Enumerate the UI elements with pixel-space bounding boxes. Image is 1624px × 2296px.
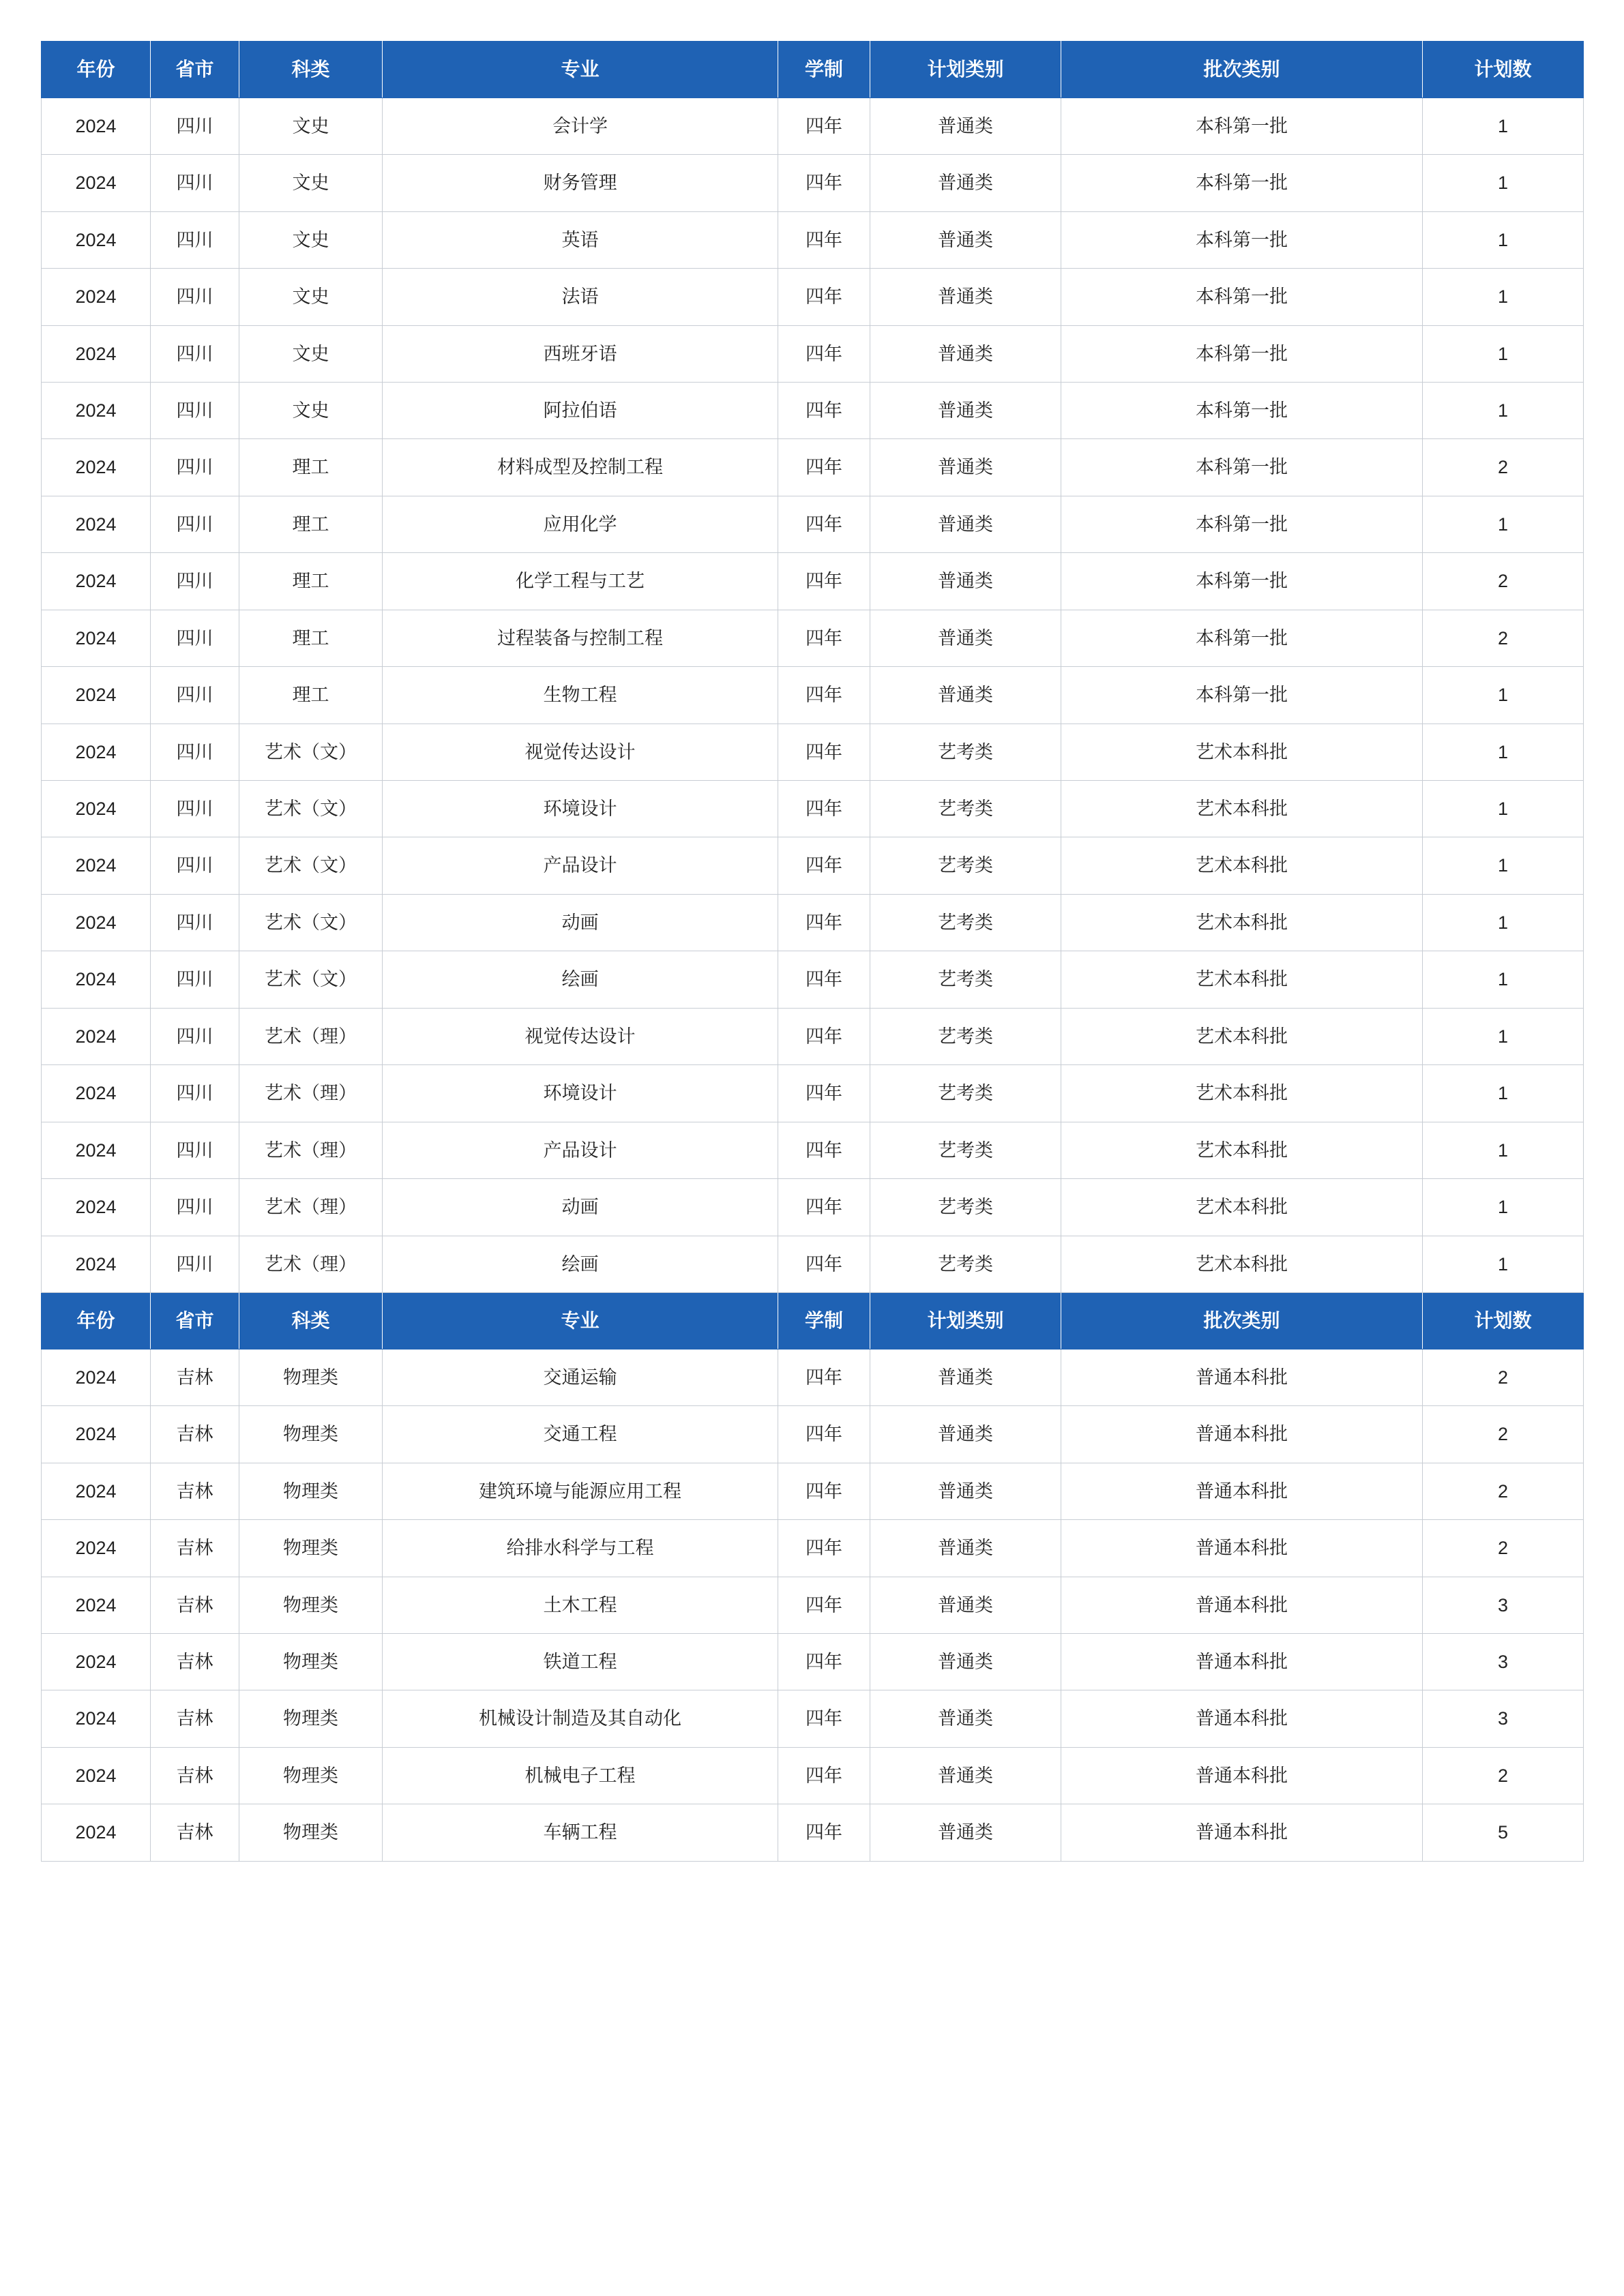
- cell-province: 四川: [151, 98, 239, 154]
- cell-category: 理工: [239, 610, 383, 666]
- cell-plan-count: 1: [1423, 382, 1584, 438]
- cell-plan-type: 普通类: [870, 553, 1061, 610]
- cell-year: 2024: [42, 1747, 151, 1804]
- cell-plan-type: 艺考类: [870, 951, 1061, 1008]
- table-row: [42, 1633, 1584, 1690]
- cell-plan-type: 普通类: [870, 610, 1061, 666]
- cell-major: 阿拉伯语: [383, 382, 778, 438]
- cell-category: 物理类: [239, 1804, 383, 1861]
- cell-plan-count: 1: [1423, 211, 1584, 268]
- cell-province: 四川: [151, 724, 239, 780]
- cell-major: 视觉传达设计: [383, 724, 778, 780]
- cell-category: 文史: [239, 325, 383, 382]
- table-row: [42, 951, 1584, 1008]
- cell-category: 艺术（文）: [239, 837, 383, 894]
- cell-year: 2024: [42, 1690, 151, 1747]
- column-header-batch-type: 批次类别: [1061, 42, 1423, 98]
- cell-category: 理工: [239, 439, 383, 496]
- cell-plan-type: 普通类: [870, 155, 1061, 211]
- cell-province: 四川: [151, 439, 239, 496]
- cell-duration: 四年: [778, 1577, 870, 1633]
- cell-province: 四川: [151, 837, 239, 894]
- cell-category: 物理类: [239, 1463, 383, 1519]
- cell-category: 物理类: [239, 1349, 383, 1405]
- cell-province: 四川: [151, 325, 239, 382]
- cell-province: 四川: [151, 211, 239, 268]
- cell-batch-type: 艺术本科批: [1061, 1065, 1423, 1122]
- cell-plan-type: 艺考类: [870, 1236, 1061, 1292]
- cell-batch-type: 艺术本科批: [1061, 837, 1423, 894]
- cell-major: 动画: [383, 894, 778, 951]
- cell-duration: 四年: [778, 667, 870, 724]
- cell-plan-type: 普通类: [870, 439, 1061, 496]
- cell-category: 文史: [239, 98, 383, 154]
- cell-province: 吉林: [151, 1804, 239, 1861]
- cell-year: 2024: [42, 382, 151, 438]
- cell-province: 四川: [151, 951, 239, 1008]
- table-row: [42, 155, 1584, 211]
- cell-major: 应用化学: [383, 496, 778, 552]
- cell-category: 文史: [239, 211, 383, 268]
- cell-province: 四川: [151, 781, 239, 837]
- cell-plan-type: 艺考类: [870, 1008, 1061, 1064]
- cell-plan-type: 普通类: [870, 1577, 1061, 1633]
- cell-category: 物理类: [239, 1747, 383, 1804]
- cell-duration: 四年: [778, 439, 870, 496]
- cell-province: 四川: [151, 1122, 239, 1178]
- cell-plan-count: 1: [1423, 155, 1584, 211]
- cell-category: 文史: [239, 269, 383, 325]
- cell-major: 视觉传达设计: [383, 1008, 778, 1064]
- cell-major: 交通运输: [383, 1349, 778, 1405]
- table-row: [42, 1008, 1584, 1064]
- cell-province: 四川: [151, 667, 239, 724]
- column-header-duration: 学制: [778, 42, 870, 98]
- cell-category: 物理类: [239, 1406, 383, 1463]
- cell-plan-count: 5: [1423, 1804, 1584, 1861]
- cell-plan-type: 普通类: [870, 98, 1061, 154]
- table-row: [42, 610, 1584, 666]
- table-row: [42, 553, 1584, 610]
- cell-duration: 四年: [778, 211, 870, 268]
- cell-plan-type: 普通类: [870, 1633, 1061, 1690]
- cell-plan-count: 2: [1423, 1349, 1584, 1405]
- cell-duration: 四年: [778, 1065, 870, 1122]
- cell-duration: 四年: [778, 1122, 870, 1178]
- cell-category: 艺术（理）: [239, 1179, 383, 1236]
- cell-year: 2024: [42, 1065, 151, 1122]
- cell-plan-count: 3: [1423, 1577, 1584, 1633]
- cell-major: 机械电子工程: [383, 1747, 778, 1804]
- cell-category: 物理类: [239, 1690, 383, 1747]
- cell-batch-type: 本科第一批: [1061, 667, 1423, 724]
- table-row: [42, 269, 1584, 325]
- cell-plan-count: 1: [1423, 496, 1584, 552]
- cell-major: 机械设计制造及其自动化: [383, 1690, 778, 1747]
- cell-province: 吉林: [151, 1747, 239, 1804]
- cell-duration: 四年: [778, 325, 870, 382]
- cell-duration: 四年: [778, 1179, 870, 1236]
- cell-major: 财务管理: [383, 155, 778, 211]
- column-header-province: 省市: [151, 1292, 239, 1349]
- cell-province: 吉林: [151, 1463, 239, 1519]
- cell-duration: 四年: [778, 837, 870, 894]
- table-row: [42, 1236, 1584, 1292]
- column-header-category: 科类: [239, 42, 383, 98]
- cell-duration: 四年: [778, 894, 870, 951]
- table-row: [42, 211, 1584, 268]
- cell-plan-count: 2: [1423, 553, 1584, 610]
- cell-year: 2024: [42, 724, 151, 780]
- cell-year: 2024: [42, 1179, 151, 1236]
- cell-batch-type: 本科第一批: [1061, 553, 1423, 610]
- cell-batch-type: 普通本科批: [1061, 1747, 1423, 1804]
- cell-category: 理工: [239, 496, 383, 552]
- cell-year: 2024: [42, 1520, 151, 1577]
- cell-plan-type: 艺考类: [870, 837, 1061, 894]
- cell-plan-type: 普通类: [870, 1747, 1061, 1804]
- cell-plan-type: 普通类: [870, 382, 1061, 438]
- cell-batch-type: 艺术本科批: [1061, 951, 1423, 1008]
- cell-plan-count: 1: [1423, 781, 1584, 837]
- cell-year: 2024: [42, 1463, 151, 1519]
- table-row: [42, 382, 1584, 438]
- cell-batch-type: 本科第一批: [1061, 610, 1423, 666]
- table-body: [42, 42, 1584, 1862]
- cell-year: 2024: [42, 1577, 151, 1633]
- column-header-plan-count: 计划数: [1423, 42, 1584, 98]
- cell-major: 西班牙语: [383, 325, 778, 382]
- cell-batch-type: 艺术本科批: [1061, 1236, 1423, 1292]
- cell-plan-type: 艺考类: [870, 724, 1061, 780]
- cell-duration: 四年: [778, 1747, 870, 1804]
- cell-year: 2024: [42, 325, 151, 382]
- cell-batch-type: 普通本科批: [1061, 1463, 1423, 1519]
- cell-major: 材料成型及控制工程: [383, 439, 778, 496]
- cell-year: 2024: [42, 1406, 151, 1463]
- cell-batch-type: 本科第一批: [1061, 439, 1423, 496]
- cell-major: 绘画: [383, 951, 778, 1008]
- cell-duration: 四年: [778, 155, 870, 211]
- table-row: [42, 1065, 1584, 1122]
- cell-category: 艺术（文）: [239, 724, 383, 780]
- cell-plan-type: 普通类: [870, 1520, 1061, 1577]
- cell-plan-count: 1: [1423, 1122, 1584, 1178]
- cell-province: 四川: [151, 1236, 239, 1292]
- cell-plan-count: 2: [1423, 1406, 1584, 1463]
- cell-batch-type: 艺术本科批: [1061, 1122, 1423, 1178]
- cell-plan-count: 1: [1423, 1236, 1584, 1292]
- cell-category: 艺术（文）: [239, 951, 383, 1008]
- cell-year: 2024: [42, 553, 151, 610]
- cell-duration: 四年: [778, 781, 870, 837]
- cell-major: 铁道工程: [383, 1633, 778, 1690]
- cell-year: 2024: [42, 667, 151, 724]
- cell-batch-type: 普通本科批: [1061, 1577, 1423, 1633]
- cell-province: 吉林: [151, 1349, 239, 1405]
- cell-plan-type: 普通类: [870, 496, 1061, 552]
- cell-batch-type: 本科第一批: [1061, 325, 1423, 382]
- cell-batch-type: 艺术本科批: [1061, 781, 1423, 837]
- cell-duration: 四年: [778, 610, 870, 666]
- cell-batch-type: 本科第一批: [1061, 269, 1423, 325]
- cell-duration: 四年: [778, 951, 870, 1008]
- cell-category: 艺术（文）: [239, 894, 383, 951]
- column-header-duration: 学制: [778, 1292, 870, 1349]
- cell-plan-count: 2: [1423, 439, 1584, 496]
- cell-batch-type: 本科第一批: [1061, 496, 1423, 552]
- cell-plan-count: 1: [1423, 894, 1584, 951]
- cell-plan-type: 艺考类: [870, 1065, 1061, 1122]
- cell-major: 产品设计: [383, 837, 778, 894]
- cell-province: 吉林: [151, 1633, 239, 1690]
- cell-batch-type: 普通本科批: [1061, 1520, 1423, 1577]
- column-header-major: 专业: [383, 42, 778, 98]
- cell-major: 交通工程: [383, 1406, 778, 1463]
- cell-year: 2024: [42, 951, 151, 1008]
- cell-batch-type: 本科第一批: [1061, 98, 1423, 154]
- cell-duration: 四年: [778, 1804, 870, 1861]
- cell-plan-type: 普通类: [870, 269, 1061, 325]
- cell-year: 2024: [42, 439, 151, 496]
- cell-plan-type: 普通类: [870, 1406, 1061, 1463]
- cell-plan-type: 艺考类: [870, 894, 1061, 951]
- cell-major: 英语: [383, 211, 778, 268]
- cell-batch-type: 本科第一批: [1061, 211, 1423, 268]
- cell-batch-type: 本科第一批: [1061, 382, 1423, 438]
- table-row: [42, 781, 1584, 837]
- table-header-row: [42, 42, 1584, 98]
- cell-batch-type: 艺术本科批: [1061, 1008, 1423, 1064]
- table-row: [42, 1520, 1584, 1577]
- cell-batch-type: 普通本科批: [1061, 1633, 1423, 1690]
- column-header-batch-type: 批次类别: [1061, 1292, 1423, 1349]
- cell-plan-count: 2: [1423, 1463, 1584, 1519]
- cell-plan-type: 普通类: [870, 1463, 1061, 1519]
- cell-plan-type: 普通类: [870, 667, 1061, 724]
- cell-year: 2024: [42, 1633, 151, 1690]
- enrollment-plan-table: [41, 41, 1584, 1862]
- cell-year: 2024: [42, 837, 151, 894]
- cell-category: 理工: [239, 553, 383, 610]
- cell-plan-count: 1: [1423, 951, 1584, 1008]
- table-row: [42, 1179, 1584, 1236]
- cell-year: 2024: [42, 1122, 151, 1178]
- cell-major: 土木工程: [383, 1577, 778, 1633]
- cell-major: 过程装备与控制工程: [383, 610, 778, 666]
- cell-major: 动画: [383, 1179, 778, 1236]
- cell-duration: 四年: [778, 1520, 870, 1577]
- cell-duration: 四年: [778, 1406, 870, 1463]
- table-row: [42, 325, 1584, 382]
- cell-category: 艺术（理）: [239, 1008, 383, 1064]
- cell-batch-type: 普通本科批: [1061, 1804, 1423, 1861]
- cell-year: 2024: [42, 155, 151, 211]
- cell-category: 艺术（理）: [239, 1122, 383, 1178]
- cell-duration: 四年: [778, 269, 870, 325]
- cell-duration: 四年: [778, 496, 870, 552]
- cell-duration: 四年: [778, 1690, 870, 1747]
- cell-major: 给排水科学与工程: [383, 1520, 778, 1577]
- table-row: [42, 1463, 1584, 1519]
- cell-province: 四川: [151, 1008, 239, 1064]
- cell-plan-count: 3: [1423, 1633, 1584, 1690]
- cell-duration: 四年: [778, 1236, 870, 1292]
- cell-plan-type: 艺考类: [870, 1179, 1061, 1236]
- cell-province: 四川: [151, 894, 239, 951]
- cell-plan-count: 3: [1423, 1690, 1584, 1747]
- cell-category: 物理类: [239, 1520, 383, 1577]
- cell-province: 四川: [151, 1179, 239, 1236]
- table-row: [42, 1747, 1584, 1804]
- cell-batch-type: 艺术本科批: [1061, 724, 1423, 780]
- cell-plan-type: 普通类: [870, 1349, 1061, 1405]
- cell-province: 四川: [151, 553, 239, 610]
- cell-province: 吉林: [151, 1406, 239, 1463]
- column-header-province: 省市: [151, 42, 239, 98]
- cell-plan-count: 1: [1423, 269, 1584, 325]
- cell-year: 2024: [42, 1236, 151, 1292]
- cell-duration: 四年: [778, 1463, 870, 1519]
- cell-duration: 四年: [778, 98, 870, 154]
- cell-province: 四川: [151, 1065, 239, 1122]
- table-row: [42, 667, 1584, 724]
- table-row: [42, 894, 1584, 951]
- cell-province: 四川: [151, 610, 239, 666]
- table-row: [42, 496, 1584, 552]
- cell-plan-count: 2: [1423, 1520, 1584, 1577]
- cell-batch-type: 普通本科批: [1061, 1349, 1423, 1405]
- cell-major: 建筑环境与能源应用工程: [383, 1463, 778, 1519]
- table-row: [42, 1349, 1584, 1405]
- table-row: [42, 1577, 1584, 1633]
- cell-plan-count: 1: [1423, 325, 1584, 382]
- cell-year: 2024: [42, 269, 151, 325]
- cell-plan-count: 2: [1423, 610, 1584, 666]
- cell-category: 物理类: [239, 1577, 383, 1633]
- cell-category: 物理类: [239, 1633, 383, 1690]
- table-row: [42, 724, 1584, 780]
- cell-major: 产品设计: [383, 1122, 778, 1178]
- table-row: [42, 439, 1584, 496]
- cell-plan-count: 1: [1423, 667, 1584, 724]
- cell-plan-type: 普通类: [870, 325, 1061, 382]
- cell-category: 艺术（文）: [239, 781, 383, 837]
- table-row: [42, 98, 1584, 154]
- table-row: [42, 1406, 1584, 1463]
- cell-province: 吉林: [151, 1690, 239, 1747]
- cell-duration: 四年: [778, 1008, 870, 1064]
- cell-plan-count: 1: [1423, 1179, 1584, 1236]
- cell-plan-count: 1: [1423, 837, 1584, 894]
- cell-batch-type: 本科第一批: [1061, 155, 1423, 211]
- column-header-year: 年份: [42, 42, 151, 98]
- cell-plan-type: 普通类: [870, 1804, 1061, 1861]
- cell-province: 四川: [151, 496, 239, 552]
- cell-year: 2024: [42, 1008, 151, 1064]
- column-header-plan-type: 计划类别: [870, 1292, 1061, 1349]
- column-header-year: 年份: [42, 1292, 151, 1349]
- table-row: [42, 837, 1584, 894]
- cell-plan-count: 1: [1423, 1065, 1584, 1122]
- cell-duration: 四年: [778, 1349, 870, 1405]
- cell-year: 2024: [42, 211, 151, 268]
- cell-year: 2024: [42, 1349, 151, 1405]
- cell-year: 2024: [42, 610, 151, 666]
- cell-year: 2024: [42, 496, 151, 552]
- cell-plan-type: 艺考类: [870, 1122, 1061, 1178]
- cell-province: 吉林: [151, 1520, 239, 1577]
- cell-duration: 四年: [778, 382, 870, 438]
- cell-plan-count: 1: [1423, 724, 1584, 780]
- cell-category: 文史: [239, 382, 383, 438]
- cell-year: 2024: [42, 1804, 151, 1861]
- cell-category: 文史: [239, 155, 383, 211]
- cell-major: 环境设计: [383, 1065, 778, 1122]
- cell-province: 四川: [151, 155, 239, 211]
- cell-batch-type: 艺术本科批: [1061, 1179, 1423, 1236]
- cell-major: 化学工程与工艺: [383, 553, 778, 610]
- table-row: [42, 1122, 1584, 1178]
- cell-batch-type: 普通本科批: [1061, 1690, 1423, 1747]
- cell-province: 四川: [151, 382, 239, 438]
- column-header-plan-type: 计划类别: [870, 42, 1061, 98]
- cell-year: 2024: [42, 894, 151, 951]
- column-header-major: 专业: [383, 1292, 778, 1349]
- cell-major: 会计学: [383, 98, 778, 154]
- cell-plan-count: 2: [1423, 1747, 1584, 1804]
- column-header-plan-count: 计划数: [1423, 1292, 1584, 1349]
- cell-plan-count: 1: [1423, 98, 1584, 154]
- cell-year: 2024: [42, 781, 151, 837]
- cell-major: 生物工程: [383, 667, 778, 724]
- cell-batch-type: 普通本科批: [1061, 1406, 1423, 1463]
- cell-category: 艺术（理）: [239, 1236, 383, 1292]
- column-header-category: 科类: [239, 1292, 383, 1349]
- cell-year: 2024: [42, 98, 151, 154]
- cell-major: 车辆工程: [383, 1804, 778, 1861]
- cell-batch-type: 艺术本科批: [1061, 894, 1423, 951]
- cell-province: 吉林: [151, 1577, 239, 1633]
- cell-category: 艺术（理）: [239, 1065, 383, 1122]
- cell-major: 绘画: [383, 1236, 778, 1292]
- cell-duration: 四年: [778, 1633, 870, 1690]
- cell-category: 理工: [239, 667, 383, 724]
- cell-duration: 四年: [778, 553, 870, 610]
- cell-major: 环境设计: [383, 781, 778, 837]
- table-header-row: [42, 1292, 1584, 1349]
- table-row: [42, 1690, 1584, 1747]
- cell-plan-type: 普通类: [870, 1690, 1061, 1747]
- cell-duration: 四年: [778, 724, 870, 780]
- cell-major: 法语: [383, 269, 778, 325]
- cell-plan-type: 普通类: [870, 211, 1061, 268]
- cell-province: 四川: [151, 269, 239, 325]
- cell-plan-count: 1: [1423, 1008, 1584, 1064]
- table-row: [42, 1804, 1584, 1861]
- cell-plan-type: 艺考类: [870, 781, 1061, 837]
